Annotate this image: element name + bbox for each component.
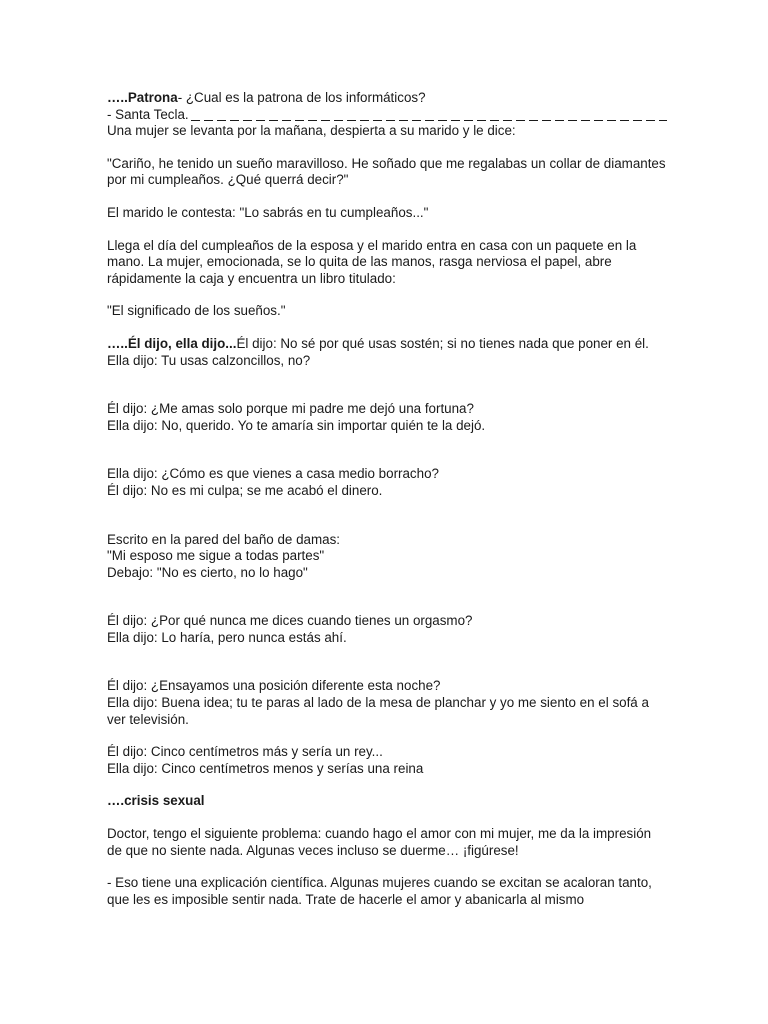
story-intro: Una mujer se levanta por la mañana, despierta a su marido y le dice: xyxy=(107,123,516,139)
document-page xyxy=(107,90,667,908)
patrona-question-line xyxy=(107,90,667,107)
story-title-quote: "El significado de los sueños." xyxy=(107,303,286,319)
eldijo-d6-he: Él dijo: ¿Ensayamos una posición diferente esta noche? xyxy=(107,678,441,694)
eldijo-d1-she: Ella dijo: Tu usas calzoncillos, no? xyxy=(107,352,311,368)
story-narrative: Llega el día del cumpleaños de la esposa y el marido entra en casa con un paquete en la mano. La mujer, emocionada, se lo quita de las manos, rasga nerviosa el papel, abre rápidamente la caja y encuentra un libro titulado: xyxy=(107,237,637,286)
eldijo-d6-she: Ella dijo: Buena idea; tu te paras al lado de la mesa de planchar y yo me siento en el sofá a ver televisión. xyxy=(107,695,649,727)
eldijo-d7-he: Él dijo: Cinco centímetros más y sería un rey... xyxy=(107,744,383,760)
eldijo-d3-she: Ella dijo: ¿Cómo es que vienes a casa medio borracho? xyxy=(107,466,439,482)
eldijo-d4-line2: Debajo: "No es cierto, no lo hago" xyxy=(107,564,308,580)
crisis-paragraph-2: - Eso tiene una explicación científica. Algunas mujeres cuando se excitan se acaloran tanto, que les es imposible sentir nada. Trate de hacerle el amor y abanicarla al mismo xyxy=(107,875,652,907)
eldijo-heading: …..Él dijo, ella dijo... xyxy=(107,335,237,351)
dashed-separator xyxy=(191,111,667,121)
crisis-heading: ….crisis sexual xyxy=(107,793,205,809)
eldijo-d4-intro: Escrito en la pared del baño de damas: xyxy=(107,531,340,547)
story-quote: "Cariño, he tenido un sueño maravilloso. He soñado que me regalabas un collar de diamantes por mi cumpleaños. ¿Qué querrá decir?" xyxy=(107,155,666,188)
patrona-answer: - Santa Tecla. xyxy=(107,106,189,122)
eldijo-d5-he: Él dijo: ¿Por qué nunca me dices cuando tienes un orgasmo? xyxy=(107,613,473,629)
patrona-question: - ¿Cual es la patrona de los informáticos? xyxy=(177,90,426,105)
eldijo-d5-she: Ella dijo: Lo haría, pero nunca estás ahí. xyxy=(107,629,347,645)
eldijo-d7-she: Ella dijo: Cinco centímetros menos y serías una reina xyxy=(107,760,424,776)
eldijo-d1-he: Él dijo: No sé por qué usas sostén; si no tienes nada que poner en él. xyxy=(236,335,649,351)
eldijo-first-line xyxy=(107,336,667,353)
eldijo-d3-he: Él dijo: No es mi culpa; se me acabó el dinero. xyxy=(107,482,383,498)
patrona-answer-line xyxy=(107,107,667,124)
eldijo-d2-she: Ella dijo: No, querido. Yo te amaría sin importar quién te la dejó. xyxy=(107,417,486,433)
patrona-heading: …..Patrona xyxy=(107,90,178,105)
story-reply: El marido le contesta: "Lo sabrás en tu cumpleaños..." xyxy=(107,204,429,220)
eldijo-d2-he: Él dijo: ¿Me amas solo porque mi padre me dejó una fortuna? xyxy=(107,401,474,417)
eldijo-d4-line1: "Mi esposo me sigue a todas partes" xyxy=(107,548,325,564)
crisis-paragraph-1: Doctor, tengo el siguiente problema: cuando hago el amor con mi mujer, me da la impresión de que no siente nada. Algunas veces incluso se duerme… ¡figúrese! xyxy=(107,826,652,858)
